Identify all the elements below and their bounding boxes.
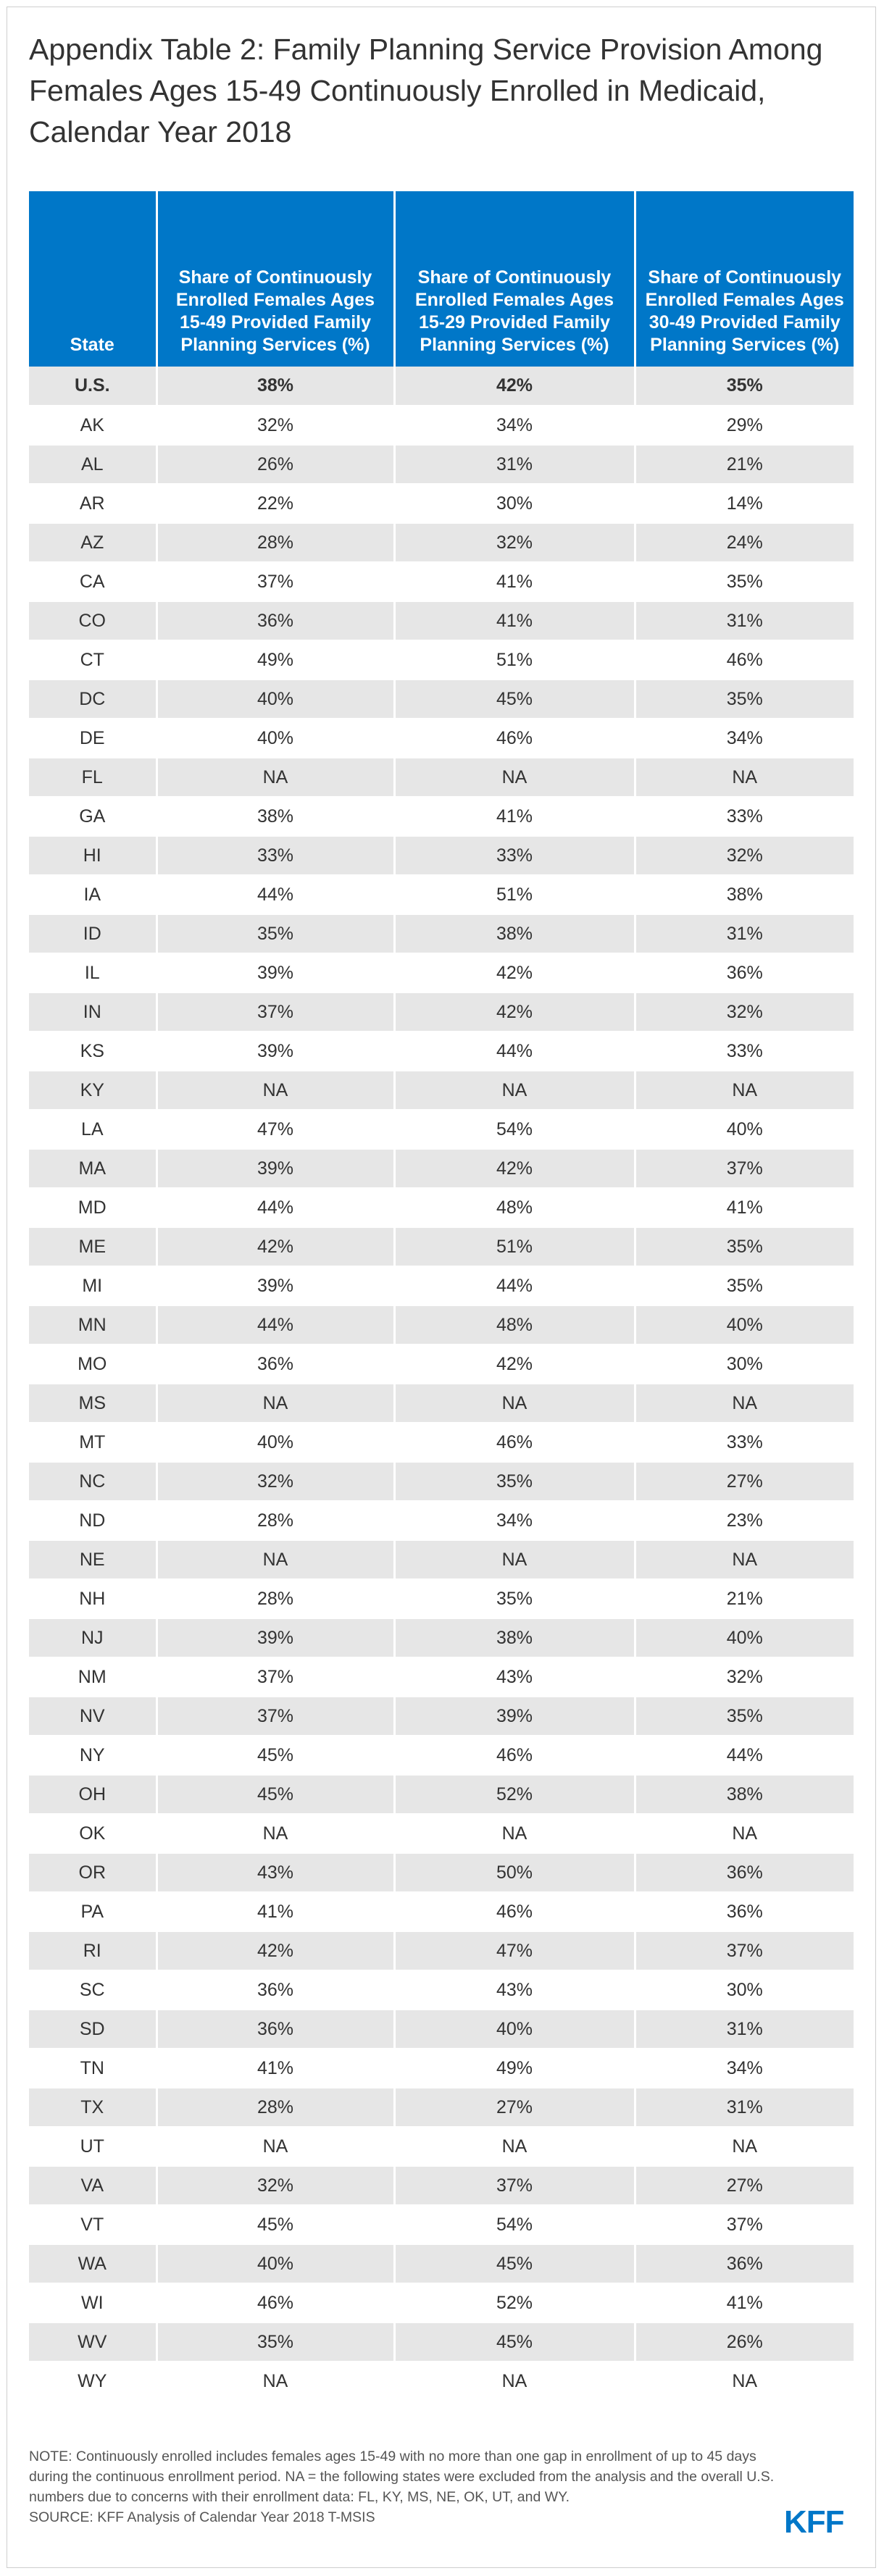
table-row (29, 1110, 854, 1149)
cell-ages-15-49: 35% (157, 914, 394, 953)
cell-ages-15-29: 41% (394, 797, 635, 836)
cell-ages-30-49: 14% (635, 484, 854, 523)
cell-state: NH (29, 1579, 157, 1618)
cell-ages-15-49: 35% (157, 2322, 394, 2362)
cell-ages-15-29: 40% (394, 2010, 635, 2049)
cell-ages-15-49: 40% (157, 719, 394, 758)
table-row (29, 1071, 854, 1110)
table-row (29, 2010, 854, 2049)
cell-ages-15-49: 44% (157, 1305, 394, 1345)
table-row (29, 484, 854, 523)
cell-ages-15-29: 51% (394, 1227, 635, 1266)
table-row (29, 1032, 854, 1071)
table-row (29, 1345, 854, 1384)
cell-ages-30-49: 41% (635, 1188, 854, 1227)
cell-state: KY (29, 1071, 157, 1110)
cell-ages-15-29: 54% (394, 1110, 635, 1149)
cell-ages-15-49: 32% (157, 2166, 394, 2205)
cell-ages-15-29: 52% (394, 2283, 635, 2322)
cell-ages-30-49: 41% (635, 2283, 854, 2322)
cell-ages-15-49: 39% (157, 953, 394, 992)
data-table (29, 191, 854, 2401)
cell-state: OK (29, 1814, 157, 1853)
cell-ages-15-29: 47% (394, 1931, 635, 1970)
cell-ages-15-49: 42% (157, 1931, 394, 1970)
cell-ages-15-29: 37% (394, 2166, 635, 2205)
table-row (29, 679, 854, 719)
cell-ages-30-49: 31% (635, 2010, 854, 2049)
cell-ages-30-49: 35% (635, 562, 854, 601)
cell-ages-15-29: 41% (394, 601, 635, 640)
cell-ages-15-49: NA (157, 758, 394, 797)
cell-ages-15-29: NA (394, 758, 635, 797)
cell-ages-15-29: 44% (394, 1032, 635, 1071)
cell-ages-15-29: NA (394, 1814, 635, 1853)
cell-ages-15-49: 37% (157, 992, 394, 1032)
table-row (29, 2127, 854, 2166)
table-row (29, 640, 854, 679)
cell-ages-15-29: 45% (394, 679, 635, 719)
cell-ages-15-29: 33% (394, 836, 635, 875)
cell-ages-15-29: 42% (394, 992, 635, 1032)
cell-ages-15-49: NA (157, 2362, 394, 2401)
cell-state: MO (29, 1345, 157, 1384)
cell-state: NY (29, 1736, 157, 1775)
cell-state: AL (29, 445, 157, 484)
cell-ages-30-49: 33% (635, 1032, 854, 1071)
cell-state: DC (29, 679, 157, 719)
cell-ages-30-49: NA (635, 1540, 854, 1579)
cell-ages-15-29: 43% (394, 1657, 635, 1697)
cell-state: MS (29, 1384, 157, 1423)
cell-state: MN (29, 1305, 157, 1345)
cell-ages-15-49: NA (157, 2127, 394, 2166)
cell-ages-15-49: 39% (157, 1032, 394, 1071)
column-header-ages-15-29: Share of Continuously Enrolled Females Ages 15-29 Provided Family Planning Services (%) (394, 191, 635, 367)
table-row (29, 1775, 854, 1814)
table-row (29, 1931, 854, 1970)
cell-ages-15-49: 45% (157, 1736, 394, 1775)
cell-state: IN (29, 992, 157, 1032)
table-row (29, 1618, 854, 1657)
cell-ages-15-49: NA (157, 1814, 394, 1853)
cell-ages-15-49: 37% (157, 1657, 394, 1697)
table-row (29, 406, 854, 445)
cell-ages-30-49: 31% (635, 2088, 854, 2127)
cell-ages-15-29: 42% (394, 1345, 635, 1384)
cell-ages-30-49: NA (635, 1384, 854, 1423)
cell-state: FL (29, 758, 157, 797)
footnote (29, 2446, 797, 2527)
cell-ages-15-49: 45% (157, 1775, 394, 1814)
cell-ages-15-49: 38% (157, 367, 394, 406)
cell-ages-30-49: 30% (635, 1345, 854, 1384)
table-row (29, 1853, 854, 1892)
cell-ages-15-29: 50% (394, 1853, 635, 1892)
cell-ages-30-49: 40% (635, 1305, 854, 1345)
cell-ages-15-49: 46% (157, 2283, 394, 2322)
table-row (29, 562, 854, 601)
cell-ages-30-49: 31% (635, 601, 854, 640)
column-header-ages-15-49: Share of Continuously Enrolled Females Ages 15-49 Provided Family Planning Services (%) (157, 191, 394, 367)
table-row (29, 1266, 854, 1305)
cell-state: OR (29, 1853, 157, 1892)
cell-state: VA (29, 2166, 157, 2205)
cell-ages-30-49: 36% (635, 1853, 854, 1892)
cell-ages-15-49: 36% (157, 1970, 394, 2010)
cell-ages-15-49: 47% (157, 1110, 394, 1149)
cell-ages-15-49: 28% (157, 2088, 394, 2127)
cell-state: IA (29, 875, 157, 914)
cell-state: SC (29, 1970, 157, 2010)
cell-ages-30-49: 36% (635, 2244, 854, 2283)
table-row (29, 1501, 854, 1540)
page-title: Appendix Table 2: Family Planning Service Provision Among Females Ages 15-49 Continuously Enrolled in Medicaid, Calendar Year 2018 (29, 33, 823, 149)
cell-ages-15-49: 33% (157, 836, 394, 875)
cell-state: AZ (29, 523, 157, 562)
cell-ages-30-49: 26% (635, 2322, 854, 2362)
table-row (29, 992, 854, 1032)
cell-state: MA (29, 1149, 157, 1188)
cell-ages-15-29: 51% (394, 875, 635, 914)
cell-ages-30-49: 37% (635, 1931, 854, 1970)
cell-ages-30-49: 35% (635, 679, 854, 719)
cell-ages-15-49: 28% (157, 1579, 394, 1618)
table-row (29, 1423, 854, 1462)
cell-state: OH (29, 1775, 157, 1814)
cell-ages-15-49: NA (157, 1540, 394, 1579)
table-row (29, 953, 854, 992)
cell-ages-15-29: 48% (394, 1305, 635, 1345)
table-row (29, 797, 854, 836)
table-row (29, 1462, 854, 1501)
table-row (29, 2166, 854, 2205)
cell-ages-30-49: 23% (635, 1501, 854, 1540)
table-row (29, 1814, 854, 1853)
cell-ages-30-49: 24% (635, 523, 854, 562)
cell-state: SD (29, 2010, 157, 2049)
cell-ages-30-49: 38% (635, 1775, 854, 1814)
cell-ages-30-49: 32% (635, 836, 854, 875)
cell-ages-15-49: 49% (157, 640, 394, 679)
cell-ages-15-49: 38% (157, 797, 394, 836)
table-row (29, 1697, 854, 1736)
cell-ages-30-49: 36% (635, 1892, 854, 1931)
cell-ages-15-29: 52% (394, 1775, 635, 1814)
cell-ages-30-49: 34% (635, 2049, 854, 2088)
cell-ages-15-49: 39% (157, 1618, 394, 1657)
cell-state: ID (29, 914, 157, 953)
cell-state: NC (29, 1462, 157, 1501)
cell-ages-15-29: 49% (394, 2049, 635, 2088)
cell-ages-15-49: 40% (157, 2244, 394, 2283)
cell-state: NJ (29, 1618, 157, 1657)
cell-ages-30-49: 36% (635, 953, 854, 992)
cell-ages-15-49: 44% (157, 1188, 394, 1227)
cell-ages-15-29: 42% (394, 367, 635, 406)
cell-ages-15-29: 39% (394, 1697, 635, 1736)
cell-state: MI (29, 1266, 157, 1305)
cell-ages-15-29: 41% (394, 562, 635, 601)
cell-state: HI (29, 836, 157, 875)
cell-state: CT (29, 640, 157, 679)
cell-ages-15-29: 42% (394, 953, 635, 992)
cell-ages-30-49: NA (635, 758, 854, 797)
table-row (29, 719, 854, 758)
cell-state: WA (29, 2244, 157, 2283)
cell-ages-15-29: 46% (394, 1423, 635, 1462)
table-row (29, 523, 854, 562)
cell-ages-30-49: NA (635, 1071, 854, 1110)
cell-state: DE (29, 719, 157, 758)
table-row (29, 1736, 854, 1775)
cell-state: IL (29, 953, 157, 992)
cell-ages-30-49: NA (635, 1814, 854, 1853)
cell-ages-15-29: 43% (394, 1970, 635, 2010)
table-row (29, 1970, 854, 2010)
cell-ages-15-29: 48% (394, 1188, 635, 1227)
cell-ages-15-49: 39% (157, 1266, 394, 1305)
table-row (29, 875, 854, 914)
cell-ages-30-49: 37% (635, 1149, 854, 1188)
cell-ages-15-49: 32% (157, 406, 394, 445)
table-row (29, 1149, 854, 1188)
cell-ages-15-29: 32% (394, 523, 635, 562)
cell-ages-15-49: 32% (157, 1462, 394, 1501)
cell-ages-15-29: NA (394, 1071, 635, 1110)
cell-ages-15-49: 26% (157, 445, 394, 484)
cell-ages-15-49: 36% (157, 601, 394, 640)
cell-ages-30-49: 29% (635, 406, 854, 445)
cell-ages-30-49: 40% (635, 1618, 854, 1657)
kff-logo: KFF (784, 2504, 844, 2540)
cell-ages-15-29: 27% (394, 2088, 635, 2127)
cell-ages-30-49: 35% (635, 1697, 854, 1736)
cell-state: MD (29, 1188, 157, 1227)
cell-ages-15-49: 36% (157, 1345, 394, 1384)
cell-ages-15-49: 41% (157, 2049, 394, 2088)
table-row (29, 1892, 854, 1931)
table-row (29, 2088, 854, 2127)
cell-state: MT (29, 1423, 157, 1462)
column-header-state: State (29, 191, 157, 367)
cell-ages-30-49: 27% (635, 1462, 854, 1501)
cell-state: NV (29, 1697, 157, 1736)
cell-ages-15-29: 34% (394, 406, 635, 445)
cell-state: U.S. (29, 367, 157, 406)
note-text: NOTE: Continuously enrolled includes females ages 15-49 with no more than one gap in enrollment of up to 45 days during the continuous enrollment period. NA = the following states were excluded from the analysis and the overall U.S. numbers due to concerns with their enrollment data: FL, KY, MS, NE, OK, UT, and WY. (29, 2449, 775, 2505)
table-header-row (29, 191, 854, 367)
cell-ages-30-49: 46% (635, 640, 854, 679)
cell-ages-15-49: 44% (157, 875, 394, 914)
cell-ages-30-49: 38% (635, 875, 854, 914)
cell-ages-30-49: 35% (635, 367, 854, 406)
cell-ages-15-29: 35% (394, 1462, 635, 1501)
cell-state: CA (29, 562, 157, 601)
cell-ages-15-29: NA (394, 1384, 635, 1423)
cell-state: NM (29, 1657, 157, 1697)
cell-ages-15-29: 51% (394, 640, 635, 679)
cell-ages-15-29: NA (394, 2362, 635, 2401)
cell-state: PA (29, 1892, 157, 1931)
cell-ages-15-49: NA (157, 1071, 394, 1110)
table-row (29, 601, 854, 640)
cell-ages-15-29: 46% (394, 1892, 635, 1931)
cell-ages-15-49: 43% (157, 1853, 394, 1892)
source-text: SOURCE: KFF Analysis of Calendar Year 2018 T-MSIS (29, 2509, 375, 2525)
cell-ages-15-29: 45% (394, 2322, 635, 2362)
cell-ages-30-49: 27% (635, 2166, 854, 2205)
table-body (29, 367, 854, 2401)
table-row (29, 1188, 854, 1227)
cell-ages-30-49: 35% (635, 1266, 854, 1305)
cell-ages-30-49: 44% (635, 1736, 854, 1775)
cell-ages-15-29: 35% (394, 1579, 635, 1618)
cell-ages-30-49: 34% (635, 719, 854, 758)
cell-state: TX (29, 2088, 157, 2127)
table-row (29, 2362, 854, 2401)
cell-ages-15-29: 30% (394, 484, 635, 523)
cell-ages-30-49: 32% (635, 992, 854, 1032)
cell-state: UT (29, 2127, 157, 2166)
cell-ages-15-29: 46% (394, 1736, 635, 1775)
cell-ages-15-29: 46% (394, 719, 635, 758)
cell-ages-15-29: NA (394, 1540, 635, 1579)
cell-state: ND (29, 1501, 157, 1540)
cell-state: KS (29, 1032, 157, 1071)
table-row (29, 914, 854, 953)
cell-ages-30-49: 21% (635, 445, 854, 484)
cell-ages-30-49: 21% (635, 1579, 854, 1618)
cell-ages-15-29: 31% (394, 445, 635, 484)
cell-state: AR (29, 484, 157, 523)
cell-state: VT (29, 2205, 157, 2244)
cell-ages-30-49: NA (635, 2362, 854, 2401)
cell-ages-15-49: 36% (157, 2010, 394, 2049)
cell-ages-15-49: 37% (157, 1697, 394, 1736)
cell-ages-30-49: NA (635, 2127, 854, 2166)
cell-ages-15-49: 40% (157, 679, 394, 719)
cell-state: LA (29, 1110, 157, 1149)
cell-ages-15-49: 22% (157, 484, 394, 523)
cell-state: WI (29, 2283, 157, 2322)
table-row (29, 2322, 854, 2362)
cell-ages-15-49: 28% (157, 523, 394, 562)
cell-ages-15-49: 39% (157, 1149, 394, 1188)
table-row (29, 2205, 854, 2244)
column-header-ages-30-49: Share of Continuously Enrolled Females Ages 30-49 Provided Family Planning Services (%) (635, 191, 854, 367)
table-row (29, 367, 854, 406)
cell-ages-15-49: NA (157, 1384, 394, 1423)
table-row (29, 2244, 854, 2283)
cell-ages-30-49: 35% (635, 1227, 854, 1266)
cell-state: ME (29, 1227, 157, 1266)
cell-ages-15-49: 28% (157, 1501, 394, 1540)
table-row (29, 1227, 854, 1266)
cell-state: WV (29, 2322, 157, 2362)
cell-ages-15-29: 44% (394, 1266, 635, 1305)
cell-ages-15-29: 34% (394, 1501, 635, 1540)
cell-state: NE (29, 1540, 157, 1579)
cell-state: GA (29, 797, 157, 836)
cell-ages-15-29: 42% (394, 1149, 635, 1188)
cell-ages-30-49: 40% (635, 1110, 854, 1149)
cell-ages-15-29: 38% (394, 1618, 635, 1657)
table-container (29, 191, 854, 2401)
cell-state: RI (29, 1931, 157, 1970)
table-row (29, 2049, 854, 2088)
cell-ages-30-49: 37% (635, 2205, 854, 2244)
table-row (29, 1384, 854, 1423)
cell-state: TN (29, 2049, 157, 2088)
table-row (29, 1305, 854, 1345)
cell-ages-30-49: 32% (635, 1657, 854, 1697)
cell-ages-30-49: 33% (635, 797, 854, 836)
table-row (29, 445, 854, 484)
table-row (29, 1579, 854, 1618)
cell-state: WY (29, 2362, 157, 2401)
cell-ages-15-49: 45% (157, 2205, 394, 2244)
table-row (29, 758, 854, 797)
table-row (29, 2283, 854, 2322)
cell-state: CO (29, 601, 157, 640)
cell-ages-30-49: 30% (635, 1970, 854, 2010)
cell-state: AK (29, 406, 157, 445)
cell-ages-15-49: 40% (157, 1423, 394, 1462)
cell-ages-30-49: 31% (635, 914, 854, 953)
table-row (29, 1540, 854, 1579)
cell-ages-15-29: 54% (394, 2205, 635, 2244)
table-row (29, 1657, 854, 1697)
table-row (29, 836, 854, 875)
cell-ages-15-49: 41% (157, 1892, 394, 1931)
cell-ages-15-49: 42% (157, 1227, 394, 1266)
cell-ages-15-29: 38% (394, 914, 635, 953)
cell-ages-15-29: NA (394, 2127, 635, 2166)
cell-ages-30-49: 33% (635, 1423, 854, 1462)
cell-ages-15-49: 37% (157, 562, 394, 601)
cell-ages-15-29: 45% (394, 2244, 635, 2283)
